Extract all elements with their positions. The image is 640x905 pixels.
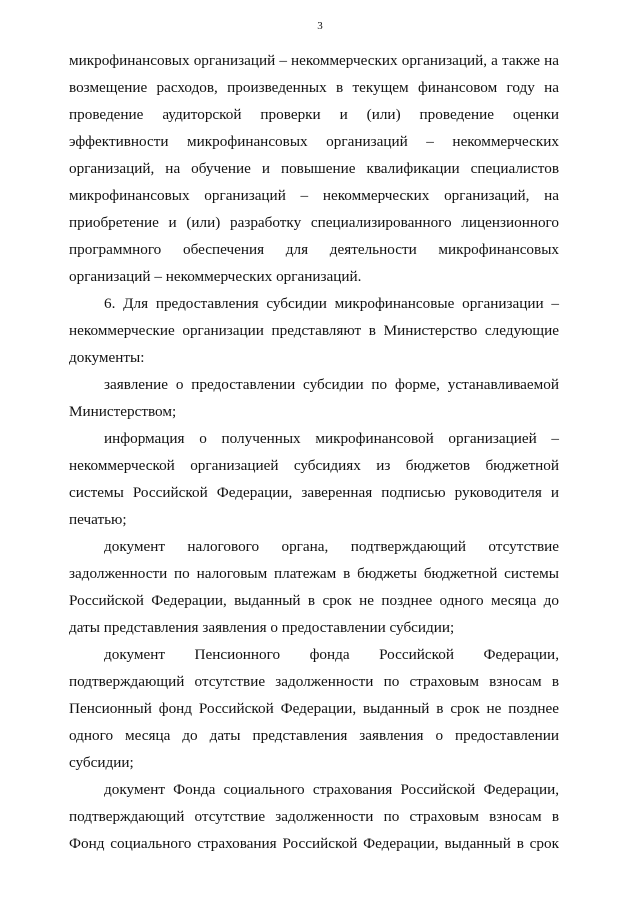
paragraph-pension-fund-document: документ Пенсионного фонда Российской Федерации, подтверждающий отсутствие задолженности по страховым взносам в Пенсионный фонд Российской Федерации, выданный в срок не позднее одного месяца до даты представления заявления о предоставлении субсидии; xyxy=(69,646,559,771)
paragraph-subsidy-info: информация о полученных микрофинансовой организацией – некоммерческой организацией субсидиях из бюджетов бюджетной системы Российской Федерации, заверенная подписью руководителя и печатью; xyxy=(69,430,559,528)
paragraph-item-6: 6. Для предоставления субсидии микрофинансовые организации – некоммерческие организации представляют в Министерство следующие документы: xyxy=(69,295,559,366)
paragraph-continuation: микрофинансовых организаций – некоммерческих организаций, а также на возмещение расходов, произведенных в текущем финансовом году на проведение аудиторской проверки и (или) проведение оценки эффективности микрофинансовых организаций – некоммерческих организаций, на обучение и повышение квалификации специалистов микрофинансовых организаций – некоммерческих организаций, на приобретение и (или) разработку специализированного лицензионного программного обеспечения для деятельности микрофинансовых организаций – некоммерческих организаций. xyxy=(69,52,559,285)
paragraph-application: заявление о предоставлении субсидии по форме, устанавливаемой Министерством; xyxy=(69,376,559,420)
page-number: 3 xyxy=(317,20,323,32)
paragraph-social-insurance-document: документ Фонда социального страхования Российской Федерации, подтверждающий отсутствие задолженности по страховым взносам в Фонд социального страхования Российской Федерации, выданный в срок xyxy=(69,781,559,852)
paragraph-tax-document: документ налогового органа, подтверждающий отсутствие задолженности по налоговым платежам в бюджеты бюджетной системы Российской Федерации, выданный в срок не позднее одного месяца до даты представления заявления о предоставлении субсидии; xyxy=(69,538,559,636)
document-body xyxy=(69,47,559,857)
